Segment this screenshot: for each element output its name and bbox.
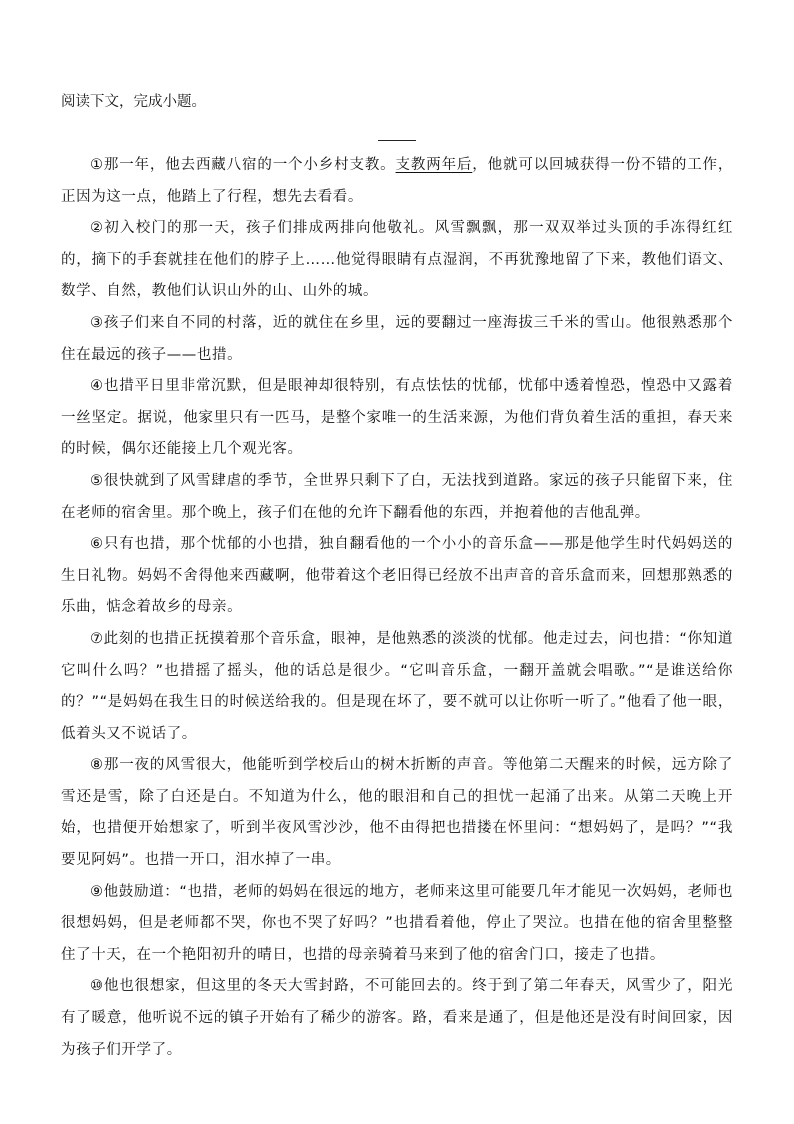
paragraph-1-text-before: ①那一年，他去西藏八宿的一个小乡村支教。 xyxy=(90,157,396,173)
paragraph-8: ⑧那一夜的风雪很大，他能听到学校后山的树木折断的声音。等他第二天醒来的时候，远方除了雪还是雪，除了白还是白。不知道为什么，他的眼泪和自己的担忧一起涌了出来。从第二天晚上开始，也措便开始想家了，听到半夜风雪沙沙，他不由得把也措搂在怀里问：“想妈妈了，是吗？”“我要见阿妈”。也措一开口，泪水掉了一串。 xyxy=(61,757,733,869)
paragraph-4: ④也措平日里非常沉默，但是眼神却很特别，有点怯怯的忧郁，忧郁中透着惶恐，惶恐中又露着一丝坚定。据说，他家里只有一匹马，是整个家唯一的生活来源，为他们背负着生活的重担，春天来的时候，偶尔还能接上几个观光客。 xyxy=(61,378,733,458)
paragraph-9: ⑨他鼓励道：“也措，老师的妈妈在很远的地方，老师来这里可能要几年才能见一次妈妈，老师也很想妈妈，但是老师都不哭，你也不哭了好吗？”也措看着他，停止了哭泣。也措在他的宿舍里整整住了十天，在一个艳阳初升的晴日，也措的母亲骑着马来到了他的宿舍门口，接走了也措。 xyxy=(61,883,733,963)
reading-instruction: 阅读下文，完成小题。 xyxy=(61,94,206,110)
title-blank-line xyxy=(378,140,416,141)
paragraph-1-text-after: ，他就可以回城获得一份不错的工作，正因为这一点，他踏上了行程，想先去看看。 xyxy=(61,157,734,205)
paragraph-3: ③孩子们来自不同的村落，近的就住在乡里，远的要翻过一座海拔三千米的雪山。他很熟悉那个住在最远的孩子——也措。 xyxy=(61,314,733,363)
article-body xyxy=(61,150,733,1066)
underlined-phrase: 支教两年后 xyxy=(395,157,473,173)
paragraph-7: ⑦此刻的也措正抚摸着那个音乐盒，眼神，是他熟悉的淡淡的忧郁。他走过去，问也措：“你知道它叫什么吗？”也措摇了摇头，他的话总是很少。“它叫音乐盒，一翻开盖就会唱歌。”“是谁送给你的？”“是妈妈在我生日的时候送给我的。但是现在坏了，要不就可以让你听一听了。”他看了他一眼，低着头又不说话了。 xyxy=(61,630,733,742)
paragraph-6: ⑥只有也措，那个忧郁的小也措，独自翻看他的一个小小的音乐盒——那是他学生时代妈妈送的生日礼物。妈妈不舍得他来西藏啊，他带着这个老旧得已经放不出声音的音乐盒而来，回想那熟悉的乐曲，惦念着故乡的母亲。 xyxy=(61,536,733,616)
paragraph-10: ⑩他也很想家，但这里的冬天大雪封路，不可能回去的。终于到了第二年春天，风雪少了，阳光有了暖意，他听说不远的镇子开始有了稀少的游客。路，看来是通了，但是他还是没有时间回家，因为孩子们开学了。 xyxy=(61,978,733,1058)
paragraph-1 xyxy=(61,150,733,213)
paragraph-5: ⑤很快就到了风雪肆虐的季节，全世界只剩下了白，无法找到道路。家远的孩子只能留下来，住在老师的宿舍里。那个晚上，孩子们在他的允许下翻看他的东西，并抱着他的吉他乱弹。 xyxy=(61,472,733,521)
paragraph-2: ②初入校门的那一天，孩子们排成两排向他敬礼。风雪飘飘，那一双双举过头顶的手冻得红红的，摘下的手套就挂在他们的脖子上……他觉得眼睛有点湿润，不再犹豫地留了下来，教他们语文、数学、自然，教他们认识山外的山、山外的城。 xyxy=(61,220,733,300)
